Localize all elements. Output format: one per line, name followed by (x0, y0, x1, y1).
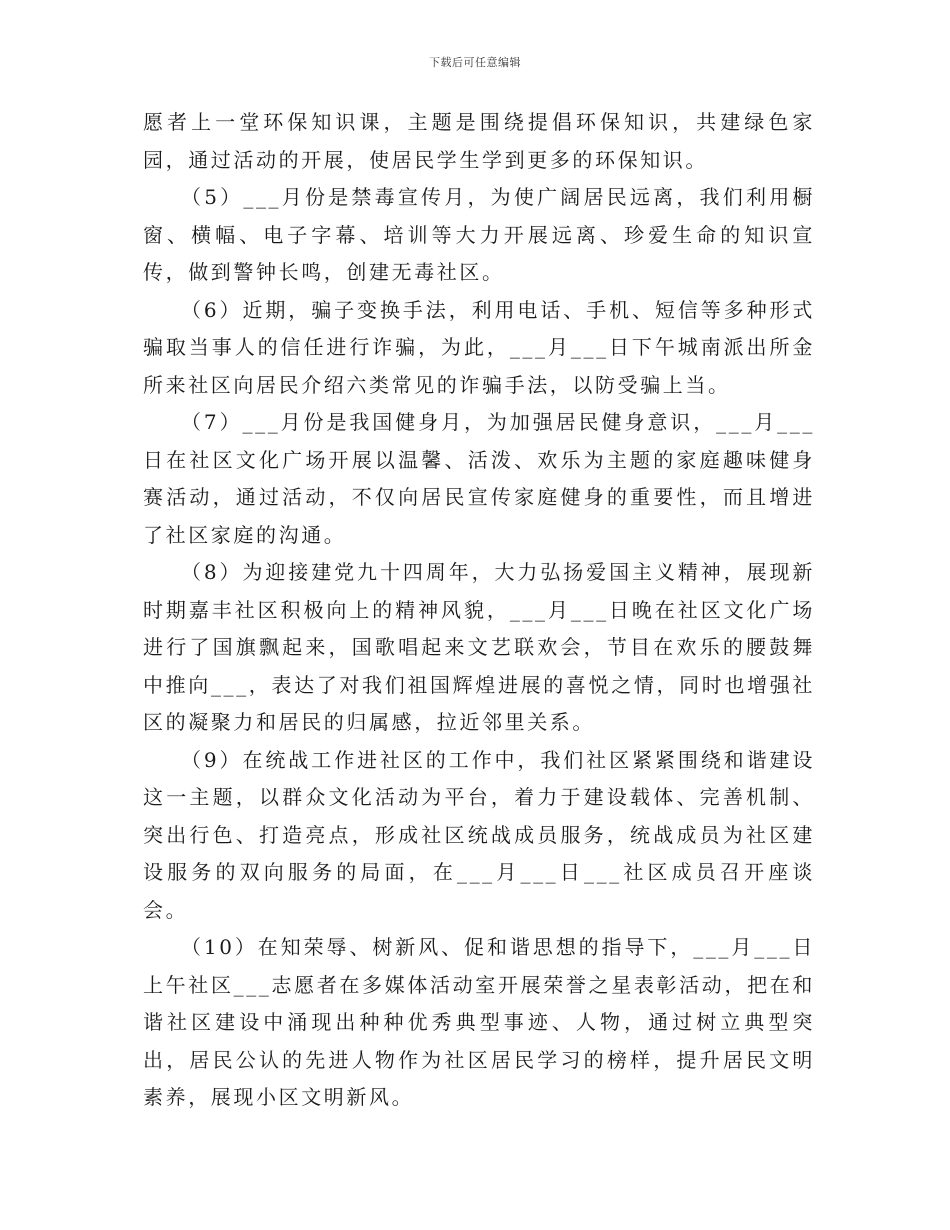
paragraph-item-7: （7）___月份是我国健身月，为加强居民健身意识，___月___日在社区文化广场开展以温馨、活泼、欢乐为主题的家庭趣味健身赛活动，通过活动，不仅向居民宣传家庭健身的重要性，而且增进了社区家庭的沟通。 (143, 410, 815, 547)
document-body (143, 104, 815, 1117)
paragraph-item-9: （9）在统战工作进社区的工作中，我们社区紧紧围绕和谐建设这一主题，以群众文化活动为平台，着力于建设载体、完善机制、突出行色、打造亮点，形成社区统战成员服务，统战成员为社区建设服务的双向服务的局面，在___月___日___社区成员召开座谈会。 (143, 747, 815, 922)
paragraph-continued: 愿者上一堂环保知识课，主题是围绕提倡环保知识，共建绿色家园，通过活动的开展，使居民学生学到更多的环保知识。 (143, 110, 815, 172)
paragraph-item-6: （6）近期，骗子变换手法，利用电话、手机、短信等多种形式骗取当事人的信任进行诈骗，为此，___月___日下午城南派出所金所来社区向居民介绍六类常见的诈骗手法，以防受骗上当。 (143, 297, 815, 397)
paragraph-item-10: （10）在知荣辱、树新风、促和谐思想的指导下，___月___日上午社区___志愿者在多媒体活动室开展荣誉之星表彰活动，把在和谐社区建设中涌现出种种优秀典型事迹、人物，通过树立典型突出，居民公认的先进人物作为社区居民学习的榜样，提升居民文明素养，展现小区文明新风。 (143, 935, 815, 1109)
paragraph-item-5: （5）___月份是禁毒宣传月，为使广阔居民远离，我们利用橱窗、横幅、电子字幕、培训等大力开展远离、珍爱生命的知识宣传，做到警钟长鸣，创建无毒社区。 (143, 185, 815, 284)
paragraph-item-8: （8）为迎接建党九十四周年，大力弘扬爱国主义精神，展现新时期嘉丰社区积极向上的精神风貌，___月___日晚在社区文化广场进行了国旗飘起来，国歌唱起来文艺联欢会，节目在欢乐的腰鼓舞中推向___，表达了对我们祖国辉煌进展的喜悦之情，同时也增强社区的凝聚力和居民的归属感，拉近邻里关系。 (143, 560, 815, 734)
page-header: 下载后可任意编辑 (429, 56, 521, 69)
